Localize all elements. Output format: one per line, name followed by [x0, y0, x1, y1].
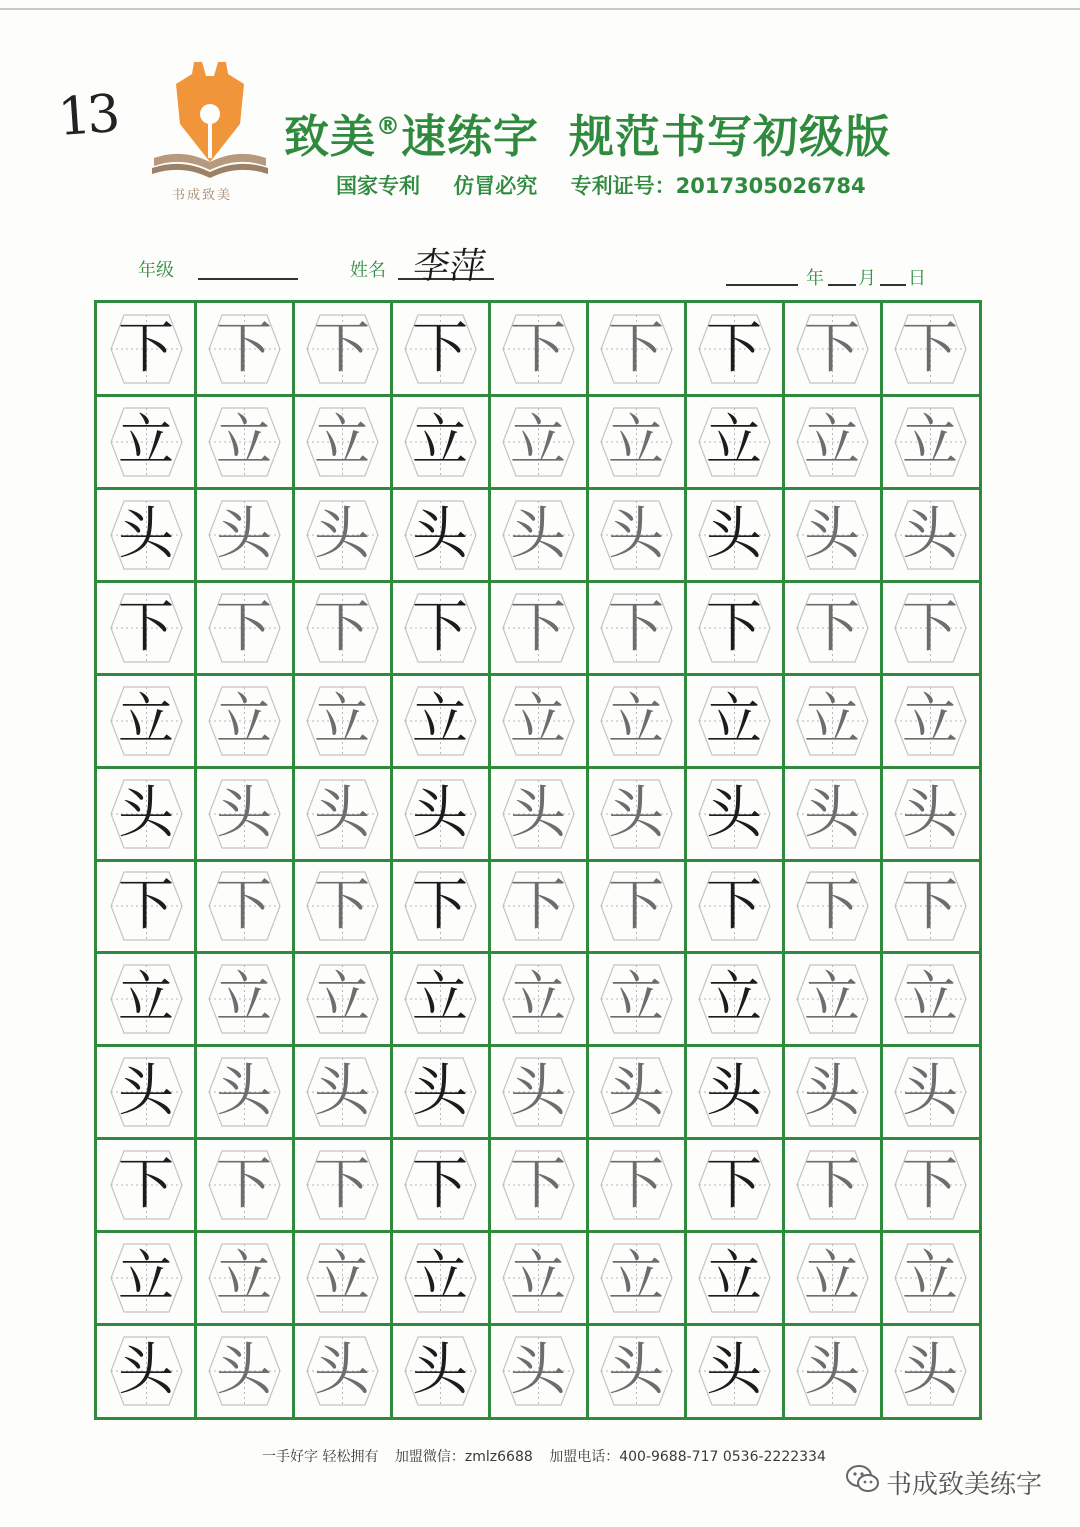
- practice-character: 立: [510, 687, 566, 753]
- practice-cell: [494, 400, 583, 484]
- practice-character: 下: [510, 316, 566, 382]
- practice-character: 立: [510, 409, 566, 475]
- practice-cell: [788, 1143, 877, 1227]
- grid-row-divider: [97, 951, 979, 954]
- practice-character: 头: [706, 780, 762, 846]
- subtitle-patent: 国家专利: [336, 174, 420, 198]
- practice-cell: [298, 1236, 387, 1320]
- practice-character: 头: [118, 502, 174, 568]
- practice-cell: [102, 1143, 191, 1227]
- grade-field-line: [198, 278, 298, 280]
- practice-cell: [494, 1050, 583, 1134]
- practice-character: 下: [412, 316, 468, 382]
- practice-character: 头: [118, 780, 174, 846]
- practice-cell: [200, 307, 289, 391]
- practice-cell: [396, 957, 485, 1041]
- practice-cell: [396, 307, 485, 391]
- practice-grid: [94, 300, 982, 1420]
- grid-row-divider: [97, 394, 979, 397]
- practice-cell: [592, 1143, 681, 1227]
- practice-cell: [592, 864, 681, 948]
- practice-cell: [298, 400, 387, 484]
- registered-mark: ®: [376, 112, 402, 140]
- practice-cell: [592, 772, 681, 856]
- practice-cell: [886, 1236, 975, 1320]
- footer-phone: 加盟电话：400-9688-717 0536-2222334: [549, 1449, 826, 1465]
- practice-cell: [788, 679, 877, 763]
- practice-character: 下: [118, 594, 174, 660]
- practice-character: 立: [314, 1244, 370, 1310]
- practice-character: 下: [902, 594, 958, 660]
- practice-character: 立: [412, 687, 468, 753]
- practice-character: 头: [314, 502, 370, 568]
- practice-cell: [886, 957, 975, 1041]
- practice-character: 立: [314, 687, 370, 753]
- practice-character: 下: [804, 594, 860, 660]
- grid-row-divider: [97, 580, 979, 583]
- scan-top-edge: [0, 8, 1080, 10]
- practice-cell: [102, 679, 191, 763]
- practice-character: 头: [314, 1059, 370, 1125]
- practice-cell: [592, 493, 681, 577]
- student-name-handwritten: 李萍: [410, 246, 489, 287]
- practice-cell: [592, 957, 681, 1041]
- practice-character: 下: [706, 316, 762, 382]
- practice-character: 立: [314, 409, 370, 475]
- practice-cell: [298, 586, 387, 670]
- practice-character: 头: [608, 1337, 664, 1403]
- practice-cell: [298, 307, 387, 391]
- practice-cell: [298, 493, 387, 577]
- page-number: 13: [55, 84, 119, 148]
- practice-cell: [200, 400, 289, 484]
- practice-character: 头: [118, 1059, 174, 1125]
- practice-character: 头: [706, 502, 762, 568]
- practice-cell: [298, 1143, 387, 1227]
- practice-character: 下: [804, 1151, 860, 1217]
- practice-cell: [886, 586, 975, 670]
- day-label: 日: [908, 268, 926, 289]
- grid-row-divider: [97, 673, 979, 676]
- practice-character: 头: [608, 502, 664, 568]
- practice-cell: [298, 1329, 387, 1413]
- practice-character: 下: [314, 316, 370, 382]
- practice-cell: [788, 1236, 877, 1320]
- grid-row-divider: [97, 487, 979, 490]
- practice-cell: [200, 586, 289, 670]
- practice-cell: [788, 400, 877, 484]
- practice-character: 立: [216, 1244, 272, 1310]
- title-product: 速练字: [401, 110, 540, 163]
- grid-row-divider: [97, 1044, 979, 1047]
- subtitle-patent-number: 专利证号：2017305026784: [570, 174, 866, 198]
- footer-slogan: 一手好字 轻松拥有: [262, 1449, 379, 1465]
- practice-character: 下: [314, 1151, 370, 1217]
- practice-character: 立: [706, 687, 762, 753]
- practice-cell: [494, 957, 583, 1041]
- practice-cell: [690, 1050, 779, 1134]
- practice-character: 立: [216, 687, 272, 753]
- practice-character: 立: [412, 1244, 468, 1310]
- practice-cell: [396, 1236, 485, 1320]
- practice-character: 头: [608, 1059, 664, 1125]
- practice-cell: [102, 957, 191, 1041]
- practice-cell: [494, 307, 583, 391]
- footer-contact: [262, 1446, 838, 1466]
- practice-cell: [396, 864, 485, 948]
- practice-character: 头: [804, 780, 860, 846]
- practice-character: 下: [216, 594, 272, 660]
- practice-cell: [494, 864, 583, 948]
- practice-cell: [200, 1236, 289, 1320]
- practice-cell: [690, 586, 779, 670]
- practice-character: 立: [118, 409, 174, 475]
- practice-cell: [298, 864, 387, 948]
- practice-cell: [690, 1236, 779, 1320]
- practice-cell: [200, 679, 289, 763]
- practice-character: 头: [412, 780, 468, 846]
- practice-cell: [886, 1329, 975, 1413]
- practice-character: 下: [608, 873, 664, 939]
- practice-cell: [690, 957, 779, 1041]
- practice-cell: [592, 307, 681, 391]
- practice-cell: [886, 864, 975, 948]
- practice-character: 立: [510, 966, 566, 1032]
- practice-character: 头: [510, 780, 566, 846]
- practice-cell: [102, 307, 191, 391]
- year-label: 年: [806, 268, 824, 289]
- practice-character: 头: [412, 1337, 468, 1403]
- practice-cell: [788, 307, 877, 391]
- practice-cell: [200, 1143, 289, 1227]
- footer-wechat: 加盟微信：zmlz6688: [394, 1449, 533, 1465]
- practice-character: 下: [902, 1151, 958, 1217]
- practice-character: 下: [510, 1151, 566, 1217]
- practice-character: 立: [412, 409, 468, 475]
- practice-character: 头: [902, 1337, 958, 1403]
- watermark-label: 书成致美练字: [886, 1470, 1043, 1500]
- practice-character: 立: [902, 687, 958, 753]
- grid-row-divider: [97, 859, 979, 862]
- practice-character: 立: [706, 1244, 762, 1310]
- practice-cell: [690, 1329, 779, 1413]
- practice-character: 立: [902, 1244, 958, 1310]
- practice-cell: [788, 864, 877, 948]
- practice-character: 头: [902, 780, 958, 846]
- grade-label: 年级: [138, 260, 174, 281]
- practice-cell: [298, 1050, 387, 1134]
- practice-cell: [494, 586, 583, 670]
- practice-character: 下: [608, 316, 664, 382]
- month-label: 月: [858, 268, 876, 289]
- practice-cell: [592, 400, 681, 484]
- practice-cell: [494, 679, 583, 763]
- pen-nib-book-logo: [148, 62, 272, 200]
- practice-character: 下: [118, 873, 174, 939]
- practice-character: 下: [804, 316, 860, 382]
- practice-cell: [886, 1143, 975, 1227]
- practice-cell: [200, 493, 289, 577]
- practice-cell: [690, 864, 779, 948]
- practice-cell: [788, 1050, 877, 1134]
- practice-cell: [102, 586, 191, 670]
- grid-row-divider: [97, 1323, 979, 1326]
- practice-character: 立: [118, 687, 174, 753]
- practice-character: 下: [510, 594, 566, 660]
- practice-character: 头: [510, 1337, 566, 1403]
- practice-cell: [886, 400, 975, 484]
- practice-cell: [788, 586, 877, 670]
- practice-character: 下: [608, 1151, 664, 1217]
- practice-cell: [690, 493, 779, 577]
- practice-character: 下: [706, 873, 762, 939]
- practice-cell: [102, 864, 191, 948]
- practice-cell: [396, 1143, 485, 1227]
- practice-character: 立: [608, 1244, 664, 1310]
- practice-character: 立: [706, 966, 762, 1032]
- practice-character: 下: [706, 1151, 762, 1217]
- practice-character: 立: [804, 1244, 860, 1310]
- practice-cell: [690, 772, 779, 856]
- practice-cell: [396, 1050, 485, 1134]
- practice-character: 立: [118, 966, 174, 1032]
- practice-cell: [396, 586, 485, 670]
- practice-character: 立: [804, 966, 860, 1032]
- practice-cell: [102, 1329, 191, 1413]
- practice-character: 头: [804, 1059, 860, 1125]
- practice-cell: [690, 1143, 779, 1227]
- wechat-icon: [846, 1464, 880, 1494]
- grid-row-divider: [97, 766, 979, 769]
- practice-character: 头: [804, 502, 860, 568]
- practice-cell: [200, 957, 289, 1041]
- practice-character: 下: [412, 594, 468, 660]
- practice-character: 头: [412, 502, 468, 568]
- practice-character: 头: [216, 502, 272, 568]
- practice-cell: [396, 772, 485, 856]
- practice-cell: [592, 586, 681, 670]
- practice-character: 立: [314, 966, 370, 1032]
- practice-cell: [298, 679, 387, 763]
- practice-cell: [592, 1329, 681, 1413]
- grid-row-divider: [97, 1137, 979, 1140]
- practice-character: 下: [902, 316, 958, 382]
- practice-cell: [788, 772, 877, 856]
- day-field-line: [880, 284, 906, 286]
- practice-cell: [886, 679, 975, 763]
- practice-cell: [886, 307, 975, 391]
- logo-caption: 书成致美: [172, 188, 233, 203]
- practice-character: 下: [706, 594, 762, 660]
- practice-cell: [788, 1329, 877, 1413]
- practice-character: 头: [804, 1337, 860, 1403]
- practice-cell: [690, 679, 779, 763]
- practice-character: 下: [118, 1151, 174, 1217]
- practice-character: 立: [118, 1244, 174, 1310]
- practice-cell: [886, 772, 975, 856]
- practice-cell: [690, 307, 779, 391]
- practice-character: 立: [608, 409, 664, 475]
- practice-cell: [396, 400, 485, 484]
- practice-character: 立: [510, 1244, 566, 1310]
- practice-character: 头: [608, 780, 664, 846]
- practice-cell: [494, 1329, 583, 1413]
- practice-character: 头: [510, 1059, 566, 1125]
- patent-subtitle: [336, 170, 892, 200]
- practice-cell: [494, 1236, 583, 1320]
- practice-character: 立: [902, 966, 958, 1032]
- practice-cell: [886, 493, 975, 577]
- practice-character: 下: [804, 873, 860, 939]
- practice-cell: [102, 772, 191, 856]
- practice-cell: [494, 772, 583, 856]
- practice-character: 立: [902, 409, 958, 475]
- practice-character: 头: [314, 1337, 370, 1403]
- practice-character: 头: [902, 1059, 958, 1125]
- practice-cell: [494, 1143, 583, 1227]
- practice-character: 下: [216, 1151, 272, 1217]
- practice-character: 头: [216, 1059, 272, 1125]
- month-field-line: [828, 284, 856, 286]
- practice-character: 下: [216, 873, 272, 939]
- practice-character: 头: [216, 1337, 272, 1403]
- practice-cell: [886, 1050, 975, 1134]
- practice-cell: [102, 493, 191, 577]
- practice-cell: [690, 400, 779, 484]
- practice-character: 下: [608, 594, 664, 660]
- subtitle-warning: 仿冒必究: [453, 174, 538, 198]
- practice-character: 立: [804, 687, 860, 753]
- practice-cell: [298, 772, 387, 856]
- practice-character: 下: [314, 873, 370, 939]
- practice-character: 立: [608, 966, 664, 1032]
- title-brand: 致美: [284, 110, 377, 163]
- practice-cell: [298, 957, 387, 1041]
- grid-row-divider: [97, 1230, 979, 1233]
- practice-character: 立: [804, 409, 860, 475]
- practice-character: 下: [314, 594, 370, 660]
- practice-character: 头: [706, 1059, 762, 1125]
- practice-character: 立: [412, 966, 468, 1032]
- practice-character: 下: [118, 316, 174, 382]
- practice-character: 头: [412, 1059, 468, 1125]
- practice-cell: [200, 864, 289, 948]
- practice-character: 头: [902, 502, 958, 568]
- practice-cell: [396, 1329, 485, 1413]
- practice-cell: [102, 400, 191, 484]
- practice-character: 立: [608, 687, 664, 753]
- title-edition: 规范书写初级版: [569, 110, 892, 163]
- practice-character: 下: [510, 873, 566, 939]
- practice-cell: [396, 679, 485, 763]
- practice-character: 下: [412, 873, 468, 939]
- practice-character: 立: [216, 409, 272, 475]
- practice-character: 头: [216, 780, 272, 846]
- practice-cell: [494, 493, 583, 577]
- practice-character: 下: [902, 873, 958, 939]
- practice-cell: [200, 1050, 289, 1134]
- practice-character: 下: [216, 316, 272, 382]
- practice-cell: [788, 957, 877, 1041]
- practice-cell: [592, 1236, 681, 1320]
- year-field-line: [726, 284, 798, 286]
- practice-cell: [592, 1050, 681, 1134]
- practice-cell: [200, 772, 289, 856]
- practice-character: 立: [216, 966, 272, 1032]
- practice-character: 下: [412, 1151, 468, 1217]
- practice-cell: [200, 1329, 289, 1413]
- wechat-watermark: [846, 1462, 1046, 1498]
- practice-cell: [788, 493, 877, 577]
- practice-cell: [592, 679, 681, 763]
- name-label: 姓名: [350, 260, 386, 281]
- practice-character: 头: [314, 780, 370, 846]
- practice-character: 头: [118, 1337, 174, 1403]
- practice-cell: [102, 1050, 191, 1134]
- practice-character: 头: [706, 1337, 762, 1403]
- practice-cell: [102, 1236, 191, 1320]
- worksheet-title: [284, 100, 891, 165]
- practice-cell: [396, 493, 485, 577]
- practice-character: 立: [706, 409, 762, 475]
- practice-character: 头: [510, 502, 566, 568]
